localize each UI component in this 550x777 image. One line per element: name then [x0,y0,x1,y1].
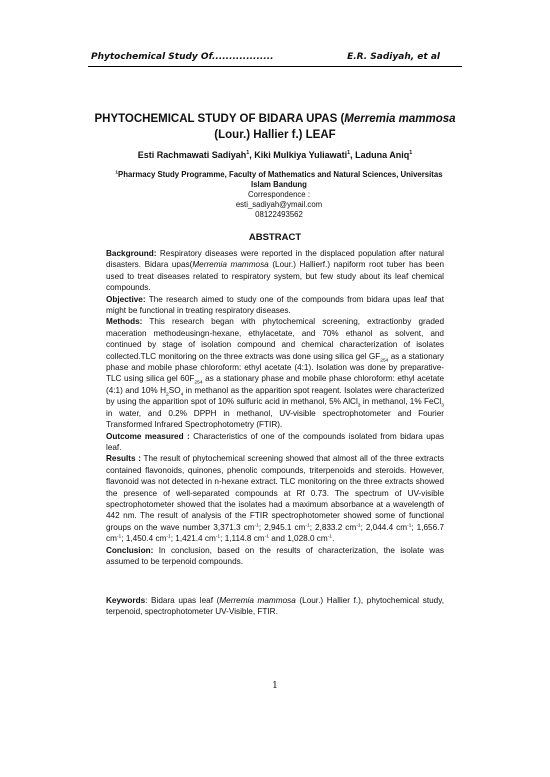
results-text: ; 2,044.4 cm [360,522,408,532]
results-text: The result of phytochemical screening showed that almost all of the three extracts contained flavonoids, quinones, phenolic compounds, triterpenoids and steroids. However, flavonoid was not detected in n-hexane extract. TLC monitoring on the three extracts showed the presence of well-separated compounds at Rf 0.73. The spectrum of UV-visible spectrophotometer showed that the isolates had a maximum absorbance at a wavelength of 442 nm. The result of analysis of the FTIR spectrophotometer showed some of functional groups on the wave number 3,371.3 cm [106,454,444,532]
abstract-objective [106,294,444,317]
unit-exponent: -1 [116,534,122,540]
methods-text: SO [168,385,181,395]
methods-sub: 254 [194,381,203,387]
objective-label: Objective: [106,294,146,304]
results-label: Results : [106,454,141,464]
unit-exponent: -1 [305,523,310,529]
correspondence-label: Correspondence : [248,190,310,199]
affiliation-line-2: Islam Bandung [251,180,307,189]
correspondence-email: esti_sadiyah@ymail.com [235,200,323,209]
unit-exponent: -1 [215,534,221,540]
methods-label: Methods: [106,317,143,327]
results-text: and 1,028.0 cm [269,534,328,544]
methods-sub: 254 [380,358,389,364]
unit-exponent: -1 [407,523,412,529]
methods-text: as a stationary phase and mobile phase chloroform: ethyl acetate (4:1). Isolation was done by preparative-TLC using silica gel 60F [106,351,444,384]
page-number: 1 [272,681,278,691]
results-text: ; 2,833.2 cm [309,522,357,532]
running-header [88,50,462,67]
keywords-text: : Bidara upas leaf ( [145,596,220,605]
methods-sub: 3 [357,403,361,409]
methods-sub: 2 [166,392,169,398]
title-species: Merremia mammosa [344,113,456,125]
methods-sub: 3 [441,403,444,409]
background-text: Respiratory diseases were reported in the displaced population after natural disasters. Bidara upas( [106,249,444,270]
author-2-affil: 1 [347,150,351,156]
results-text: . [332,534,335,544]
abstract-outcome [106,431,444,454]
affiliation-block [108,170,450,220]
conclusion-label: Conclusion: [106,545,154,555]
results-text: ; 1,114.8 cm [220,534,265,544]
correspondence-phone: 08122493562 [255,210,303,219]
title-text: PHYTOCHEMICAL STUDY OF BIDARA UPAS ( [94,113,345,125]
abstract-conclusion [106,545,444,568]
keywords [106,595,444,618]
unit-exponent: -1 [356,523,361,529]
keywords-text-2: (Lour.) Hallier f.), phytochemical study, terpenoid, spectrophotometer UV-Visible, FTIR. [106,596,444,617]
author-3-affil: 1 [409,150,413,156]
methods-text: in water, and 0.2% DPPH in methanol, UV-visible spectrophotometer and Fourier Transformed Infrared Spectrophotometry (FTIR). [106,408,444,430]
author-2: , Kiki Mulkiya Yuliawati [249,150,348,160]
methods-text: as a stationary phase and mobile phase chloroform: ethyl acetate (4:1) and 10% H [106,374,444,395]
author-1-affil: 1 [246,150,250,156]
outcome-text: Characteristics of one of the compounds isolated from bidara upas leaf. [106,431,444,452]
keywords-label: Keywords [106,596,146,605]
abstract-results [106,453,444,544]
results-text: ; 1,421.4 cm [170,534,216,544]
affiliation-line-1: Pharmacy Study Programme, Faculty of Mathematics and Natural Sciences, Universitas [118,170,443,179]
conclusion-text: In conclusion, based on the results of characterization, the isolate was assumed to be terpenoid compounds. [106,545,444,566]
results-text: ; 1,656.7 cm [106,522,444,544]
unit-exponent: -1 [166,534,171,540]
abstract-background [106,248,444,294]
results-text: ; 2,945.1 cm [258,522,306,532]
background-species: Merremia mammosa [192,260,269,270]
outcome-label: Outcome measured : [106,431,190,441]
methods-sub: 4 [180,392,184,398]
keywords-species: Merremia mammosa [219,596,296,605]
affiliation-marker: 1 [115,169,119,175]
author-1: Esti Rachmawati Sadiyah [137,150,247,160]
abstract-methods [106,316,444,430]
header-left: Phytochemical Study Of.................. [91,52,274,62]
objective-text: The research aimed to study one of the compounds from bidara upas leaf that might be functional in treating respiratory diseases. [106,294,444,316]
paper-title [88,112,462,143]
methods-text: This research began with phytochemical screening, extractionby graded maceration methodeusingn-hexane, ethylacetate, and 70% ethanol as solvent, and continued by stage of isolation compound and chemical characterization of isolates collected.TLC monitoring on the three extracts was done using silica gel GF [106,317,444,361]
results-text: ; 1,450.4 cm [121,534,167,544]
header-right: E.R. Sadiyah, et al [347,52,440,62]
unit-exponent: -1 [264,534,269,540]
title-line-2: (Lour.) Hallier f.) LEAF [214,128,336,141]
methods-text: in methanol as the apparition spot reagent. Isolates were characterized by using the apparition spot of 10% sulfuric acid in methanol, 5% AlCl [106,385,444,407]
author-3: , Laduna Aniq [350,150,410,160]
methods-text: in methanol, 1% FeCl [360,397,442,407]
background-label: Background: [106,249,157,258]
abstract-body [106,248,444,567]
unit-exponent: -1 [254,523,259,529]
background-text-2: (Lour.) Hallierf.) napiform root tuber has been used to treat diseases related to respiratory system, but few study about its leaf chemical compounds. [106,260,444,293]
abstract-heading: ABSTRACT [248,232,302,243]
author-list [88,150,462,160]
unit-exponent: -1 [327,534,333,540]
